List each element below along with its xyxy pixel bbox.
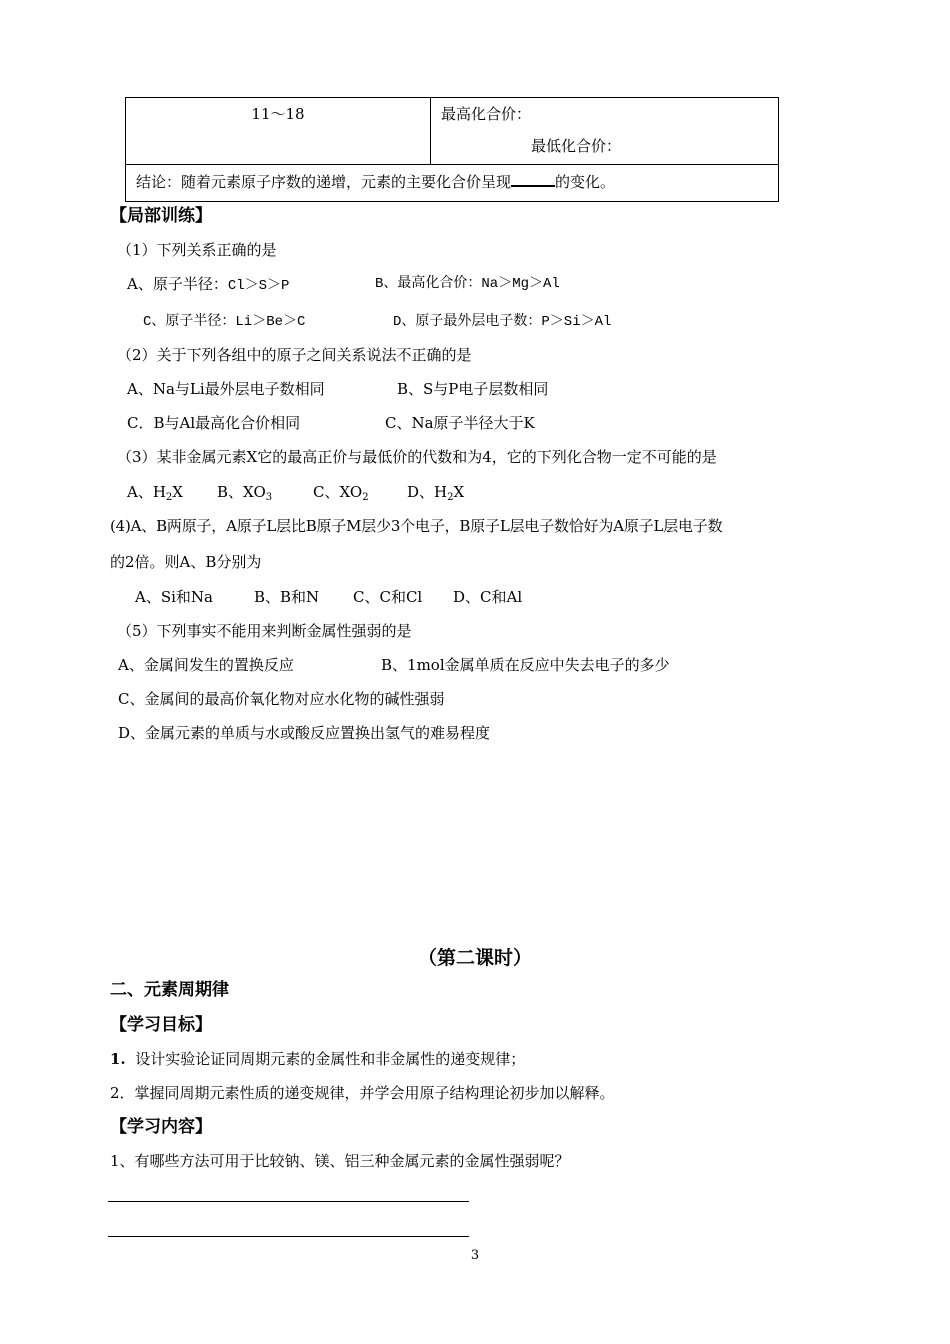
q1-stem: （1）下列关系正确的是 (117, 241, 277, 259)
q2-option-b: B、S与P电子层数相同 (397, 380, 549, 398)
q3-option-b: B、$XO_3$ (217, 483, 273, 503)
q4-line2: 的2倍。则A、B分别为 (110, 553, 262, 571)
q2-stem: （2）关于下列各组中的原子之间关系说法不正确的是 (117, 346, 472, 364)
q4-option-d: D、C和Al (453, 588, 523, 606)
q1-option-d: D、原子最外层电子数：P＞Si＞Al (393, 314, 612, 330)
q2-option-c: C．B与Al最高化合价相同 (127, 414, 301, 432)
q4-option-a: A、Si和Na (135, 588, 213, 606)
q1-option-b: B、最高化合价：Na＞Mg＞Al (375, 276, 560, 292)
q5-stem: （5）下列事实不能用来判断金属性强弱的是 (117, 622, 412, 640)
answer-line-2[interactable] (108, 1236, 469, 1237)
q3-option-d: D、$H_2X$ (407, 483, 465, 503)
lesson-title: （第二课时） (417, 947, 532, 969)
valence-table (125, 97, 779, 202)
goals-heading: 【学习目标】 (110, 1015, 212, 1035)
practice-heading: 【局部训练】 (110, 206, 212, 226)
page-number: 3 (470, 1248, 480, 1263)
min-valence-label: 最低化合价： (531, 137, 622, 155)
q3-option-c: C、$XO_2$ (313, 483, 369, 503)
q3-stem: （3）某非金属元素X它的最高正价与最低价的代数和为4，它的下列化合物一定不可能的是 (117, 448, 717, 466)
q5-option-c: C、金属间的最高价氧化物对应水化物的碱性强弱 (118, 690, 445, 708)
q5-option-b: B、1mol金属单质在反应中失去电子的多少 (381, 656, 670, 674)
q4-line1: (4)A、B两原子，A原子L层比B原子M层少3个电子，B原子L层电子数恰好为A原子L层电子数 (110, 517, 723, 535)
valence-cell (431, 98, 779, 165)
section-heading: 二、元素周期律 (110, 980, 229, 1000)
q2-option-a: A、Na与Li最外层电子数相同 (127, 380, 325, 398)
q2-option-d: C、Na原子半径大于K (385, 414, 535, 432)
conclusion-text: 结论：随着元素原子序数的递增，元素的主要化合价呈现 (136, 173, 512, 191)
content-heading: 【学习内容】 (110, 1117, 212, 1137)
conclusion-cell (126, 165, 779, 202)
q1-option-a: A、原子半径：Cl＞S＞P (127, 275, 290, 294)
answer-line-1[interactable] (108, 1201, 469, 1202)
q1-option-c: C、原子半径：Li＞Be＞C (143, 314, 306, 330)
q4-option-b: B、B和N (254, 588, 320, 606)
max-valence-label: 最高化合价： (441, 105, 532, 123)
q4-option-c: C、C和Cl (353, 588, 423, 606)
q3-option-a: A、$H_2X$ (127, 483, 183, 503)
goal-2: 2．掌握同周期元素性质的递变规律，并学会用原子结构理论初步加以解释。 (110, 1084, 615, 1102)
range-text: 11～18 (251, 105, 305, 123)
content-question-1: 1、有哪些方法可用于比较钠、镁、铝三种金属元素的金属性强弱呢？ (110, 1152, 570, 1170)
q5-option-d: D、金属元素的单质与水或酸反应置换出氢气的难易程度 (118, 724, 491, 742)
goal-1: 1. 设计实验论证同周期元素的金属性和非金属性的递变规律； (110, 1050, 526, 1068)
conclusion-blank[interactable] (511, 171, 555, 187)
conclusion-end: 的变化。 (555, 173, 616, 191)
range-cell (126, 98, 431, 165)
q5-option-a: A、金属间发生的置换反应 (118, 656, 294, 674)
